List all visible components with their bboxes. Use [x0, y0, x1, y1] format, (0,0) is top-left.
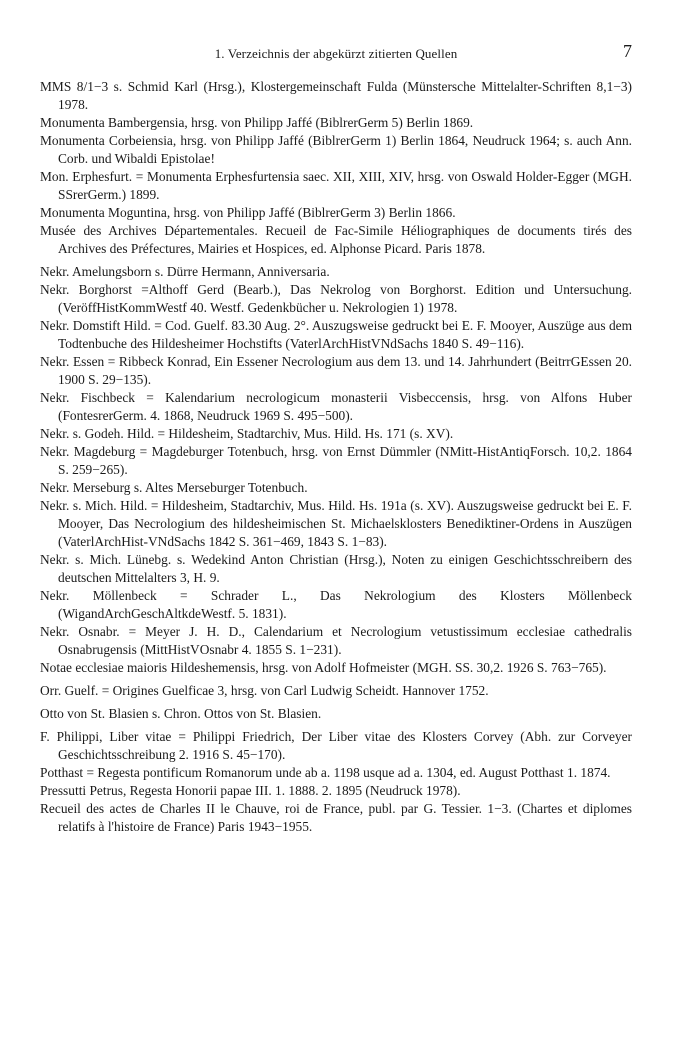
bibliography-entry: Nekr. Borghorst =Althoff Gerd (Bearb.), Das Nekrolog von Borghorst. Edition und Untersuchung. (VeröffHistKommWestf 40. Westf. Gedenkbücher u. Nekrologien 1) 1978.: [40, 282, 632, 315]
bibliography-entry: Potthast = Regesta pontificum Romanorum unde ab a. 1198 usque ad a. 1304, ed. August Potthast 1. 1874.: [40, 765, 611, 780]
bibliography-entry: Monumenta Moguntina, hrsg. von Philipp Jaffé (BiblrerGerm 3) Berlin 1866.: [40, 205, 456, 220]
bibliography-entry: Nekr. Möllenbeck = Schrader L., Das Nekrologium des Klosters Möllenbeck (WigandArchGeschAltkdeWestf. 5. 1831).: [40, 588, 632, 621]
bibliography-entry: Nekr. s. Godeh. Hild. = Hildesheim, Stadtarchiv, Mus. Hild. Hs. 171 (s. XV).: [40, 426, 454, 441]
bibliography-entry: Nekr. Magdeburg = Magdeburger Totenbuch, hrsg. von Ernst Dümmler (NMitt-HistAntiqForsch. 10,2. 1864 S. 259−265).: [40, 444, 632, 477]
running-head: [40, 40, 632, 66]
bibliography-entry: Pressutti Petrus, Regesta Honorii papae III. 1. 1888. 2. 1895 (Neudruck 1978).: [40, 783, 461, 798]
bibliography-list: [40, 78, 632, 836]
bibliography-entry: Monumenta Bambergensia, hrsg. von Philipp Jaffé (BiblrerGerm 5) Berlin 1869.: [40, 115, 474, 130]
bibliography-entry: Nekr. s. Mich. Hild. = Hildesheim, Stadtarchiv, Mus. Hild. Hs. 191a (s. XV). Auszugsweise gedruckt bei E. F. Mooyer, Das Necrologium des hildesheimischen St. Michaelsklosters Benediktiner-Ordens in Auszügen (VaterlArchHist-VNdSachs 1842 S. 361−469, 1843 S. 1−83).: [40, 498, 632, 549]
bibliography-entry: Nekr. Amelungsborn s. Dürre Hermann, Anniversaria.: [40, 264, 330, 279]
bibliography-entry: Nekr. Merseburg s. Altes Merseburger Totenbuch.: [40, 480, 308, 495]
bibliography-entry: Nekr. Osnabr. = Meyer J. H. D., Calendarium et Necrologium vetustissimum ecclesiae cathedralis Osnabrugensis (MittHistVOsnabr 4. 1855 S. 1−231).: [40, 624, 632, 657]
bibliography-entry: Notae ecclesiae maioris Hildeshemensis, hrsg. von Adolf Hofmeister (MGH. SS. 30,2. 1926 S. 763−765).: [40, 660, 607, 675]
bibliography-entry: Mon. Erphesfurt. = Monumenta Erphesfurtensia saec. XII, XIII, XIV, hrsg. von Oswald Holder-Egger (MGH. SSrerGerm.) 1899.: [40, 169, 632, 202]
running-title: 1. Verzeichnis der abgekürzt zitierten Quellen: [214, 46, 458, 61]
bibliography-entry: F. Philippi, Liber vitae = Philippi Friedrich, Der Liber vitae des Klosters Corvey (Abh. zur Corveyer Geschichtsschreibung 2. 1916 S. 45−170).: [40, 729, 632, 762]
bibliography-entry: Recueil des actes de Charles II le Chauve, roi de France, publ. par G. Tessier. 1−3. (Chartes et diplomes relatifs à l'histoire de France) Paris 1943−1955.: [40, 801, 632, 834]
bibliography-entry: Nekr. Domstift Hild. = Cod. Guelf. 83.30 Aug. 2°. Auszugsweise gedruckt bei E. F. Mooyer, Auszüge aus dem Todtenbuche des Hildesheimer Hochstifts (VaterlArchHistVNdSachs 1840 S. 49−116).: [40, 318, 632, 351]
bibliography-entry: Nekr. Fischbeck = Kalendarium necrologicum monasterii Visbeccensis, hrsg. von Alfons Huber (FontesrerGerm. 4. 1868, Neudruck 1969 S. 495−500).: [40, 390, 632, 423]
bibliography-entry: Monumenta Corbeiensia, hrsg. von Philipp Jaffé (BiblrerGerm 1) Berlin 1864, Neudruck 1964; s. auch Ann. Corb. und Wibaldi Epistolae!: [40, 133, 632, 166]
page-number: 7: [623, 41, 632, 61]
bibliography-entry: Otto von St. Blasien s. Chron. Ottos von St. Blasien.: [40, 706, 322, 721]
bibliography-entry: Orr. Guelf. = Origines Guelficae 3, hrsg. von Carl Ludwig Scheidt. Hannover 1752.: [40, 683, 489, 698]
bibliography-entry: Nekr. Essen = Ribbeck Konrad, Ein Essener Necrologium aus dem 13. und 14. Jahrhundert (BeitrrGEssen 20. 1900 S. 29−135).: [40, 354, 632, 387]
bibliography-entry: Nekr. s. Mich. Lünebg. s. Wedekind Anton Christian (Hrsg.), Noten zu einigen Geschichtsschreibern des deutschen Mittelalters 3, H. 9.: [40, 552, 632, 585]
bibliography-entry: Musée des Archives Départementales. Recueil de Fac-Simile Héliographiques de documents tirés des Archives des Préfectures, Mairies et Hospices, ed. Alphonse Picard. Paris 1878.: [40, 223, 632, 256]
bibliography-entry: MMS 8/1−3 s. Schmid Karl (Hrsg.), Klostergemeinschaft Fulda (Münstersche Mittelalter-Schriften 8,1−3) 1978.: [40, 79, 632, 112]
